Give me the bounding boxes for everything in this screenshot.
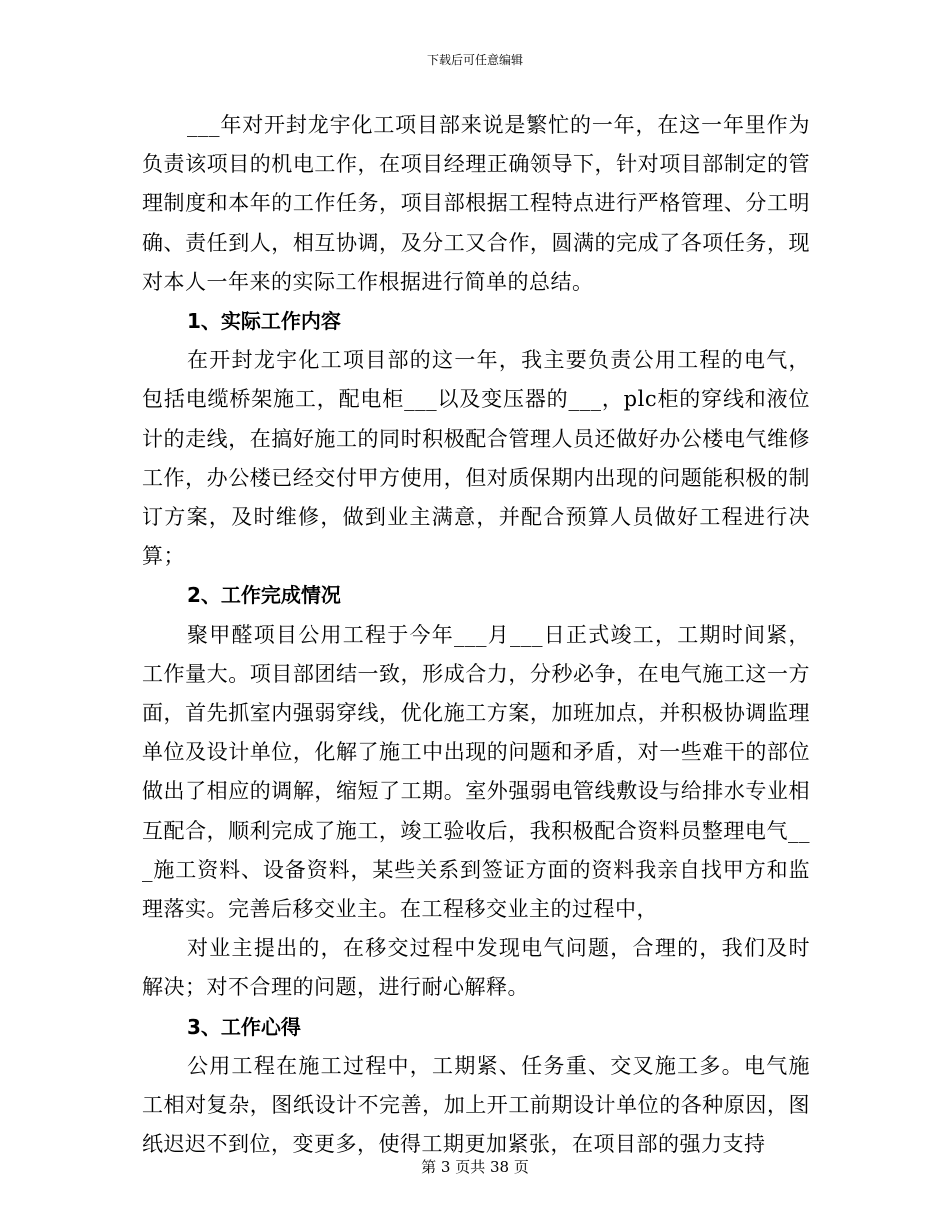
section-2-paragraph-continued: 对业主提出的，在移交过程中发现电气问题，合理的，我们及时解决；对不合理的问题，进行耐心解释。 [142, 936, 810, 1000]
section-3-paragraph: 公用工程在施工过程中，工期紧、任务重、交叉施工多。电气施工相对复杂，图纸设计不完善，加上开工前期设计单位的各种原因，图纸迟迟不到位，变更多，使得工期更加紧张，在项目部的强力支持 [142, 1053, 810, 1157]
section-3-heading: 3、工作心得 [187, 1014, 301, 1039]
page-number-footer: 第 3 页共 38 页 [421, 1158, 529, 1176]
page-header-note: 下载后可任意编辑 [426, 53, 523, 67]
section-1-paragraph: 在开封龙宇化工项目部的这一年，我主要负责公用工程的电气，包括电缆桥架施工，配电柜___以及变压器的___，plc柜的穿线和液位计的走线，在搞好施工的同时积极配合管理人员还做好办公楼电气维修工作，办公楼已经交付甲方使用，但对质保期内出现的问题能积极的制订方案，及时维修，做到业主满意，并配合预算人员做好工程进行决算； [142, 348, 810, 569]
section-2-heading: 2、工作完成情况 [187, 583, 341, 608]
document-body [142, 106, 810, 1164]
section-1-heading: 1、实际工作内容 [187, 309, 341, 334]
intro-paragraph: ___年对开封龙宇化工项目部来说是繁忙的一年，在这一年里作为负责该项目的机电工作，在项目经理正确领导下，针对项目部制定的管理制度和本年的工作任务，项目部根据工程特点进行严格管理、分工明确、责任到人，相互协调，及分工又合作，圆满的完成了各项任务，现对本人一年来的实际工作根据进行简单的总结。 [142, 113, 810, 294]
section-2-paragraph: 聚甲醛项目公用工程于今年___月___日正式竣工，工期时间紧，工作量大。项目部团结一致，形成合力，分秒必争，在电气施工这一方面，首先抓室内强弱穿线，优化施工方案，加班加点，并积极协调监理单位及设计单位，化解了施工中出现的问题和矛盾，对一些难干的部位做出了相应的调解，缩短了工期。室外强弱电管线敷设与给排水专业相互配合，顺利完成了施工，竣工验收后，我积极配合资料员整理电气___施工资料、设备资料，某些关系到签证方面的资料我亲自找甲方和监理落实。完善后移交业主。在工程移交业主的过程中， [142, 622, 810, 922]
